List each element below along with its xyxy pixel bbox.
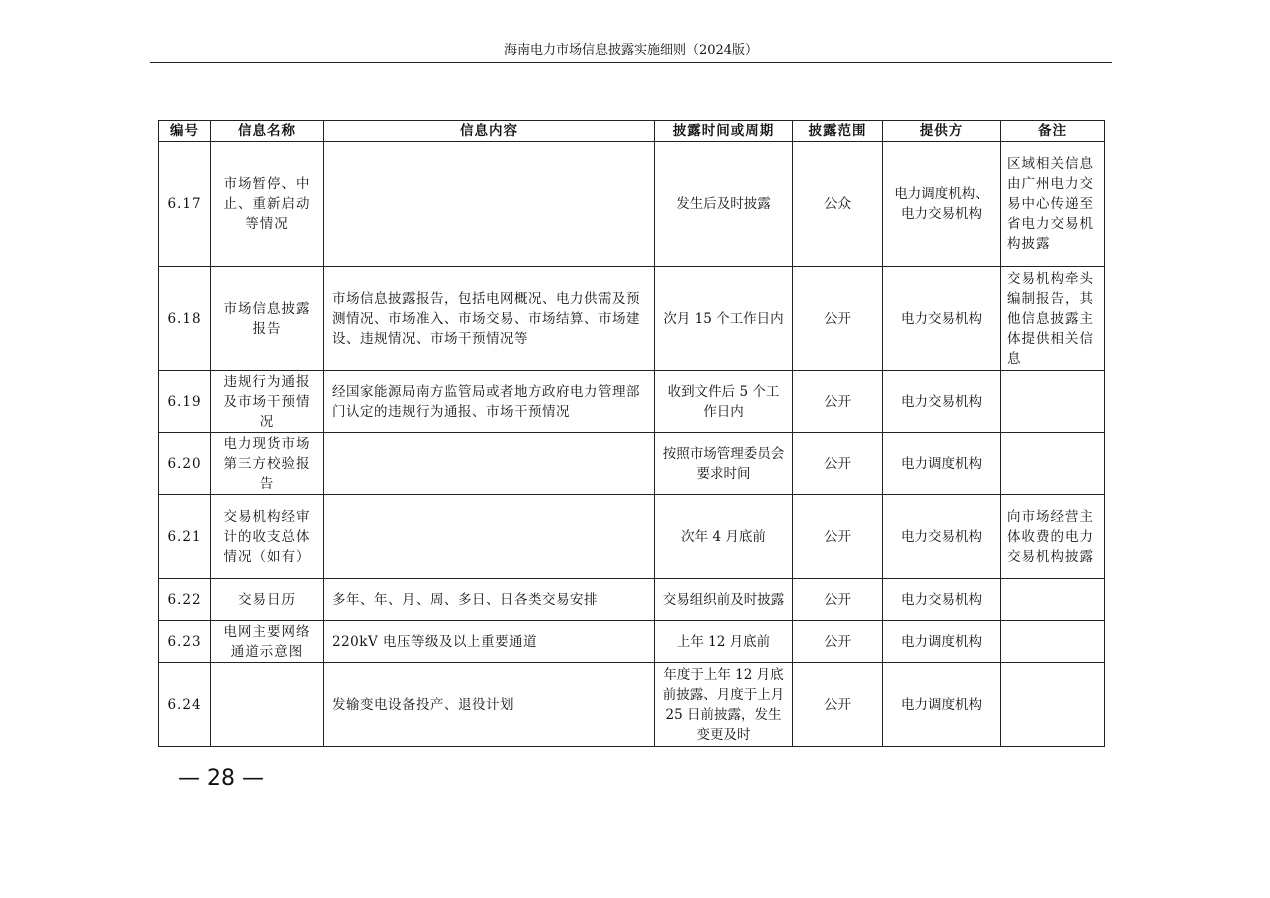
table-header-row [159,121,1105,142]
table-row [159,371,1105,433]
row-number: 6.17 [159,142,211,267]
row-note [1001,371,1105,433]
row-disclosure-scope: 公开 [793,579,883,621]
row-note [1001,663,1105,747]
row-number: 6.21 [159,495,211,579]
row-note: 向市场经营主体收费的电力交易机构披露 [1001,495,1105,579]
row-note [1001,621,1105,663]
row-note: 区域相关信息由广州电力交易中心传递至省电力交易机构披露 [1001,142,1105,267]
table-row [159,495,1105,579]
row-number: 6.23 [159,621,211,663]
table-row [159,663,1105,747]
row-disclosure-scope: 公开 [793,371,883,433]
table-row [159,621,1105,663]
col-header-note: 备注 [1001,121,1105,142]
row-note: 交易机构牵头编制报告，其他信息披露主体提供相关信息 [1001,267,1105,371]
row-note [1001,433,1105,495]
row-provider: 电力调度机构 [883,663,1001,747]
row-number: 6.20 [159,433,211,495]
row-info-name: 违规行为通报及市场干预情况 [211,371,324,433]
row-info-name [211,663,324,747]
row-provider: 电力交易机构 [883,495,1001,579]
disclosure-table [158,120,1105,747]
row-info-content: 市场信息披露报告，包括电网概况、电力供需及预测情况、市场准入、市场交易、市场结算、市场建设、违规情况、市场干预情况等 [324,267,655,371]
page-number: — 28 — [178,766,264,791]
row-info-content: 经国家能源局南方监管局或者地方政府电力管理部门认定的违规行为通报、市场干预情况 [324,371,655,433]
row-provider: 电力交易机构 [883,267,1001,371]
row-provider: 电力交易机构 [883,371,1001,433]
row-provider: 电力调度机构 [883,621,1001,663]
row-info-name: 市场信息披露报告 [211,267,324,371]
row-disclosure-scope: 公开 [793,433,883,495]
row-number: 6.22 [159,579,211,621]
table-row [159,579,1105,621]
row-note [1001,579,1105,621]
row-provider: 电力调度机构、电力交易机构 [883,142,1001,267]
row-disclosure-scope: 公众 [793,142,883,267]
row-disclosure-time: 年度于上年 12 月底前披露、月度于上月 25 日前披露，发生变更及时 [655,663,793,747]
row-number: 6.19 [159,371,211,433]
row-disclosure-scope: 公开 [793,663,883,747]
table-row [159,267,1105,371]
row-disclosure-time: 收到文件后 5 个工作日内 [655,371,793,433]
row-info-name: 电力现货市场第三方校验报告 [211,433,324,495]
row-info-content: 220kV 电压等级及以上重要通道 [324,621,655,663]
table-row [159,433,1105,495]
col-header-name: 信息名称 [211,121,324,142]
table-row [159,142,1105,267]
row-info-content [324,433,655,495]
col-header-content: 信息内容 [324,121,655,142]
row-info-name: 交易机构经审计的收支总体情况（如有） [211,495,324,579]
row-info-content: 多年、年、月、周、多日、日各类交易安排 [324,579,655,621]
row-info-content [324,495,655,579]
col-header-provider: 提供方 [883,121,1001,142]
col-header-time: 披露时间或周期 [655,121,793,142]
row-disclosure-time: 按照市场管理委员会要求时间 [655,433,793,495]
row-disclosure-time: 发生后及时披露 [655,142,793,267]
row-disclosure-scope: 公开 [793,267,883,371]
row-info-content [324,142,655,267]
row-info-content: 发输变电设备投产、退役计划 [324,663,655,747]
row-disclosure-time: 交易组织前及时披露 [655,579,793,621]
row-disclosure-scope: 公开 [793,495,883,579]
document-header: 海南电力市场信息披露实施细则（2024版） [150,40,1112,63]
row-info-name: 电网主要网络通道示意图 [211,621,324,663]
row-number: 6.24 [159,663,211,747]
row-disclosure-time: 次月 15 个工作日内 [655,267,793,371]
row-info-name: 市场暂停、中止、重新启动等情况 [211,142,324,267]
row-disclosure-time: 次年 4 月底前 [655,495,793,579]
col-header-scope: 披露范围 [793,121,883,142]
row-info-name: 交易日历 [211,579,324,621]
row-disclosure-time: 上年 12 月底前 [655,621,793,663]
row-provider: 电力调度机构 [883,433,1001,495]
row-number: 6.18 [159,267,211,371]
row-provider: 电力交易机构 [883,579,1001,621]
row-disclosure-scope: 公开 [793,621,883,663]
col-header-number: 编号 [159,121,211,142]
